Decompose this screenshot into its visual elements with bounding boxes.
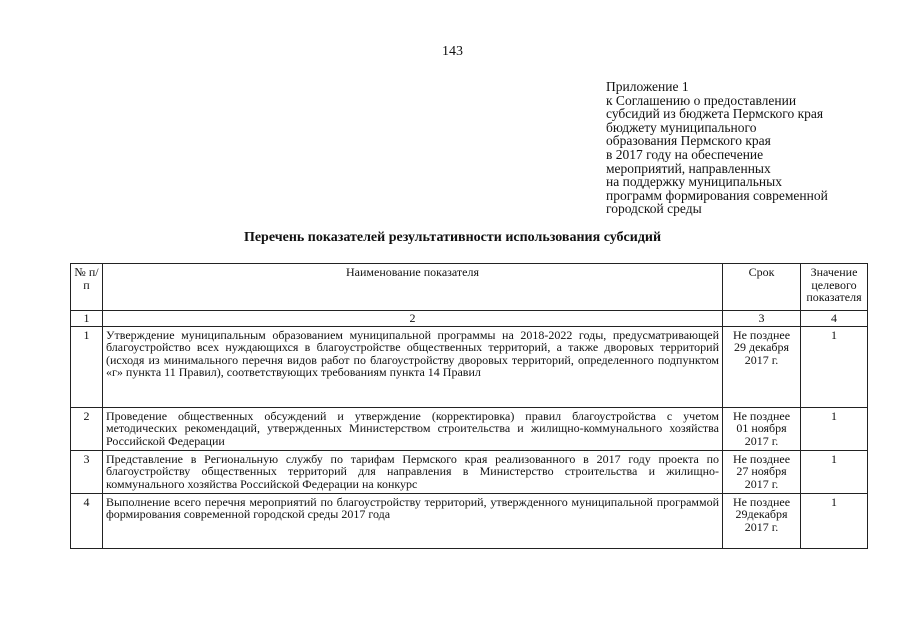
row-number: 4	[71, 493, 103, 548]
indicator-value: 1	[801, 407, 868, 450]
indicator-name: Утверждение муниципальным образованием муниципальной программы на 2018-2022 годы, предусматривающей благоустройство всех нуждающихся в благоустройстве общественных территорий, а также дворовых территорий (исходя из минимального перечня видов работ по благоустройству дворовых территорий, определенного подпунктом «г» пункта 11 Правил), соответствующих требованиям пункта 14 Правил	[103, 326, 723, 407]
column-number: 4	[801, 311, 868, 327]
appendix-line: в 2017 году на обеспечение	[606, 146, 764, 162]
appendix-line: программ формирования современной	[606, 187, 828, 203]
table-header-row	[71, 264, 868, 311]
appendix-note	[606, 80, 896, 216]
indicators-table	[70, 263, 868, 549]
column-number: 3	[723, 311, 801, 327]
appendix-line: к Соглашению о предоставлении	[606, 92, 797, 108]
appendix-line: образования Пермского края	[606, 133, 771, 149]
appendix-line: бюджету муниципального	[606, 119, 757, 135]
row-number: 2	[71, 407, 103, 450]
indicator-term: Не позднее 29 декабря 2017 г.	[723, 326, 801, 407]
document-title: Перечень показателей результативности использования субсидий	[243, 230, 662, 245]
appendix-line: Приложение 1	[606, 79, 689, 94]
header-target-value: Значение целевого показателя	[801, 264, 868, 311]
indicator-name: Проведение общественных обсуждений и утверждение (корректировка) правил благоустройства с учетом методических рекомендаций, утвержденных Министерством строительства и жилищно-коммунального хозяйства Российской Федерации	[103, 407, 723, 450]
table-row	[71, 450, 868, 493]
indicator-term: Не позднее 27 ноября 2017 г.	[723, 450, 801, 493]
indicator-value: 1	[801, 326, 868, 407]
appendix-line: на поддержку муниципальных	[606, 174, 782, 190]
table-row	[71, 326, 868, 407]
appendix-line: городской среды	[606, 201, 702, 217]
indicator-term: Не позднее 01 ноября 2017 г.	[723, 407, 801, 450]
table-row	[71, 407, 868, 450]
indicator-value: 1	[801, 493, 868, 548]
indicator-name: Выполнение всего перечня мероприятий по благоустройству территорий, утвержденного муниципальной программой формирования современной городской среды 2017 года	[103, 493, 723, 548]
page-number: 143	[442, 44, 463, 59]
appendix-line: субсидий из бюджета Пермского края	[606, 106, 824, 122]
indicator-name: Представление в Региональную службу по тарифам Пермского края реализованного в 2017 году проекта по благоустройству общественных территорий для направления в Министерство строительства и жилищно-коммунального хозяйства Российской Федерации на конкурс	[103, 450, 723, 493]
row-number: 3	[71, 450, 103, 493]
header-indicator-name: Наименование показателя	[103, 264, 723, 311]
column-number: 1	[71, 311, 103, 327]
indicator-term: Не позднее 29декабря 2017 г.	[723, 493, 801, 548]
appendix-line: мероприятий, направленных	[606, 160, 771, 176]
table-row	[71, 493, 868, 548]
indicator-value: 1	[801, 450, 868, 493]
row-number: 1	[71, 326, 103, 407]
column-numbers-row	[71, 311, 868, 327]
header-term: Срок	[723, 264, 801, 311]
column-number: 2	[103, 311, 723, 327]
header-number: № п/п	[71, 264, 103, 311]
